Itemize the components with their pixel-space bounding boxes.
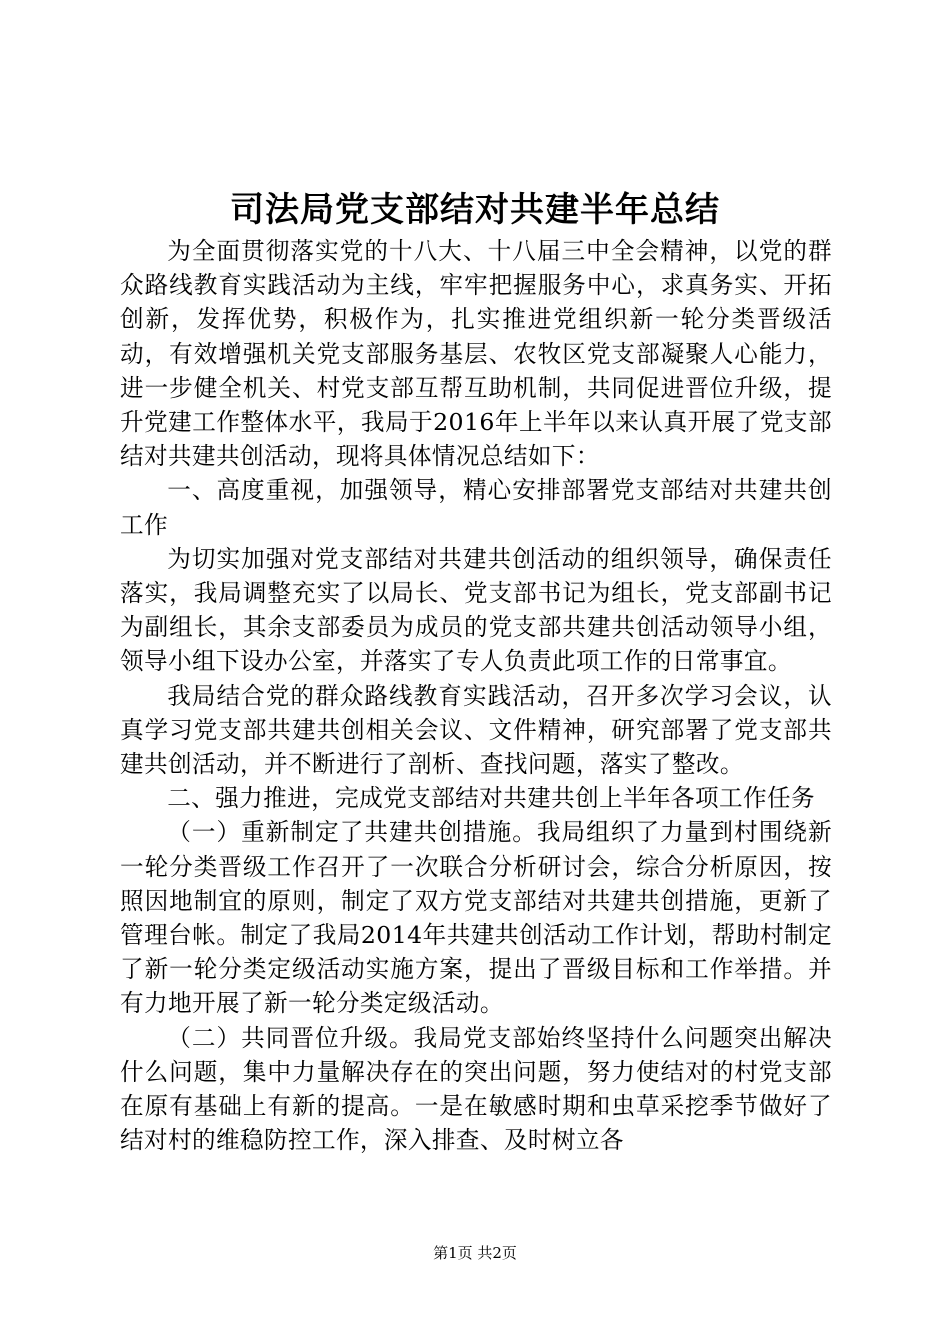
page-footer: 第1页 共2页: [433, 1244, 517, 1262]
paragraph-measures: （一）重新制定了共建共创措施。我局组织了力量到村围绕新一轮分类晋级工作召开了一次联合分析研讨会，综合分析原因，按照因地制宜的原则，制定了双方党支部结对共建共创措施，更新了管理台帐。制定了我局2014年共建共创活动工作计划，帮助村制定了新一轮分类定级活动实施方案，提出了晋级目标和工作举措。并有力地开展了新一轮分类定级活动。: [120, 818, 832, 1018]
document-body: [120, 234, 832, 1157]
document-title: 司法局党支部结对共建半年总结: [230, 190, 720, 230]
paragraph-study: 我局结合党的群众路线教育实践活动，召开多次学习会议，认真学习党支部共建共创相关会议、文件精神，研究部署了党支部共建共创活动，并不断进行了剖析、查找问题，落实了整改。: [120, 681, 832, 779]
paragraph-intro: 为全面贯彻落实党的十八大、十八届三中全会精神，以党的群众路线教育实践活动为主线，牢牢把握服务中心，求真务实、开拓创新，发挥优势，积极作为，扎实推进党组织新一轮分类晋级活动，有效增强机关党支部服务基层、农牧区党支部凝聚人心能力，进一步健全机关、村党支部互帮互助机制，共同促进晋位升级，提升党建工作整体水平，我局于2016年上半年以来认真开展了党支部结对共建共创活动，现将具体情况总结如下：: [120, 237, 832, 471]
paragraph-leadership: 为切实加强对党支部结对共建共创活动的组织领导，确保责任落实，我局调整充实了以局长、党支部书记为组长，党支部副书记为副组长，其余支部委员为成员的党支部共建共创活动领导小组，领导小组下设办公室，并落实了专人负责此项工作的日常事宜。: [120, 544, 832, 676]
paragraph-upgrade: （二）共同晋位升级。我局党支部始终坚持什么问题突出解决什么问题，集中力量解决存在的突出问题，努力使结对的村党支部在原有基础上有新的提高。一是在敏感时期和虫草采挖季节做好了结对村的维稳防控工作，深入排查、及时树立各: [120, 1023, 832, 1155]
heading-section-1: 一、高度重视，加强领导，精心安排部署党支部结对共建共创工作: [120, 476, 832, 539]
heading-section-2: 二、强力推进，完成党支部结对共建共创上半年各项工作任务: [167, 784, 816, 813]
